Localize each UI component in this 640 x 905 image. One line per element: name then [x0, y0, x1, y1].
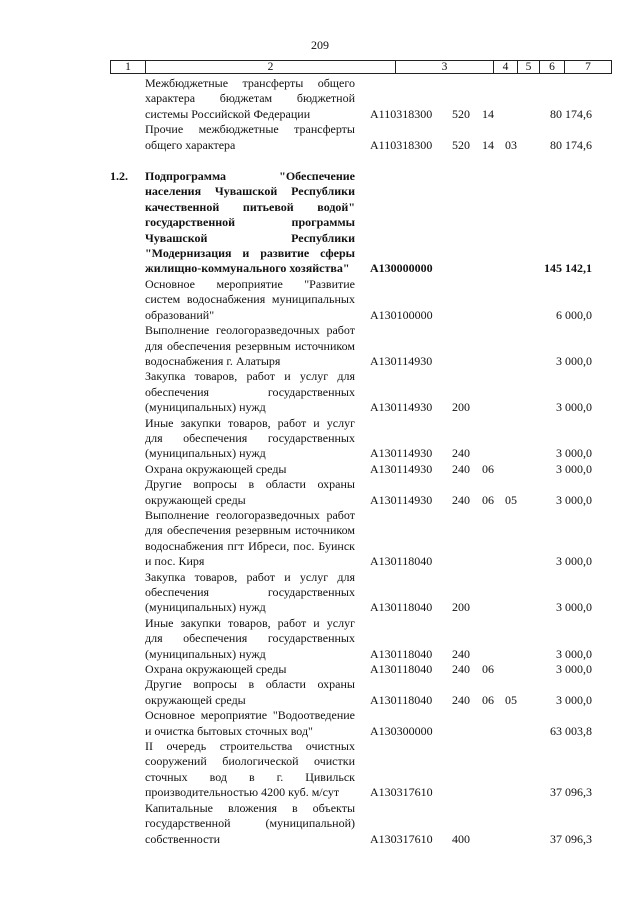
header-col-3: 3	[396, 61, 494, 73]
row-amount: 3 000,0	[556, 446, 592, 461]
table-row	[110, 369, 612, 415]
row-code: А130317610	[370, 831, 433, 846]
table-row	[110, 677, 612, 708]
table-row	[110, 508, 612, 570]
row-name: Иные закупки товаров, работ и услуг для обеспечения государственных (муниципальных) нужд	[145, 415, 355, 461]
row-amount: 3 000,0	[556, 600, 592, 615]
row-amount: 145 142,1	[544, 261, 592, 276]
row-code: А130118040	[370, 554, 433, 569]
table-row	[110, 739, 612, 801]
row-col-4: 240	[452, 662, 470, 677]
table-row	[110, 323, 612, 369]
row-name: II очередь строительства очистных сооружений биологической очистки сточных вод в г. Цивильск производительностью 4200 куб. м/сут	[145, 739, 355, 800]
row-col-4: 240	[452, 646, 470, 661]
table-header	[110, 60, 612, 74]
page-number: 209	[311, 38, 329, 52]
row-code: А130114930	[370, 461, 433, 476]
row-col-5: 14	[482, 106, 494, 121]
row-code: А130100000	[370, 307, 433, 322]
row-amount: 3 000,0	[556, 400, 592, 415]
row-col-6: 05	[505, 692, 517, 707]
row-code: А130317610	[370, 785, 433, 800]
row-code: А130000000	[370, 261, 433, 276]
row-col-4: 240	[452, 446, 470, 461]
row-name: Иные закупки товаров, работ и услуг для обеспечения государственных (муниципальных) нужд	[145, 615, 355, 661]
table-row	[110, 801, 612, 847]
row-name: Основное мероприятие "Водоотведение и очистка бытовых сточных вод"	[145, 708, 355, 738]
row-col-5: 14	[482, 137, 494, 152]
row-name: Другие вопросы в области охраны окружающей среды	[145, 477, 355, 507]
table-row	[110, 616, 612, 662]
row-name: Охрана окружающей среды	[145, 662, 287, 677]
row-amount: 3 000,0	[556, 461, 592, 476]
row-col-4: 240	[452, 692, 470, 707]
row-col-4: 240	[452, 492, 470, 507]
row-amount: 37 096,3	[550, 785, 592, 800]
row-name: Охрана окружающей среды	[145, 461, 287, 476]
row-code: А130118040	[370, 600, 433, 615]
row-amount: 80 174,6	[550, 137, 592, 152]
row-name: Прочие межбюджетные трансферты общего характера	[145, 122, 355, 152]
row-code: А110318300	[370, 137, 433, 152]
row-col-5: 06	[482, 662, 494, 677]
budget-table-body	[110, 76, 612, 847]
row-col-6: 05	[505, 492, 517, 507]
table-row	[110, 462, 612, 477]
row-amount: 80 174,6	[550, 106, 592, 121]
row-col-4: 400	[452, 831, 470, 846]
row-amount: 3 000,0	[556, 692, 592, 707]
table-row	[110, 169, 612, 277]
row-amount: 37 096,3	[550, 831, 592, 846]
row-col-4: 240	[452, 461, 470, 476]
row-name: Подпрограмма "Обеспечение населения Чувашской Республики качественной питьевой водой" государственной программы Чувашской Республики "Модернизация и развитие сферы жилищно-коммунального хозяйства"	[145, 169, 355, 276]
header-col-4: 4	[494, 61, 518, 73]
row-col-5: 06	[482, 492, 494, 507]
row-code: А130118040	[370, 646, 433, 661]
table-row	[110, 477, 612, 508]
table-row	[110, 122, 612, 153]
header-col-6: 6	[540, 61, 565, 73]
row-code: А130114930	[370, 400, 433, 415]
header-col-2: 2	[146, 61, 396, 73]
row-col-5: 06	[482, 692, 494, 707]
table-row	[110, 570, 612, 616]
row-amount: 3 000,0	[556, 646, 592, 661]
row-amount: 3 000,0	[556, 353, 592, 368]
row-amount: 3 000,0	[556, 492, 592, 507]
row-code: А130300000	[370, 723, 433, 738]
row-code: А110318300	[370, 106, 433, 121]
row-code: А130118040	[370, 692, 433, 707]
header-col-5: 5	[518, 61, 540, 73]
row-name: Закупка товаров, работ и услуг для обеспечения государственных (муниципальных) нужд	[145, 369, 355, 415]
row-name: Выполнение геологоразведочных работ для обеспечения резервным источником водоснабжения г. Алатыря	[145, 323, 355, 368]
row-name: Выполнение геологоразведочных работ для обеспечения резервным источником водоснабжения пгт Ибреси, пос. Буинск и пос. Киря	[145, 507, 355, 569]
row-amount: 3 000,0	[556, 662, 592, 677]
table-row	[110, 662, 612, 677]
row-col-4: 520	[452, 137, 470, 152]
row-code: А130114930	[370, 353, 433, 368]
table-row	[110, 708, 612, 739]
row-code: А130114930	[370, 446, 433, 461]
row-col-5: 06	[482, 461, 494, 476]
row-col-4: 200	[452, 400, 470, 415]
row-amount: 63 003,8	[550, 723, 592, 738]
row-col-4: 200	[452, 600, 470, 615]
row-name: Основное мероприятие "Развитие систем водоснабжения муниципальных образований"	[145, 276, 355, 322]
row-name: Межбюджетные трансферты общего характера бюджетам бюджетной системы Российской Федерации	[145, 76, 355, 121]
row-amount: 6 000,0	[556, 307, 592, 322]
row-amount: 3 000,0	[556, 554, 592, 569]
row-code: А130118040	[370, 662, 433, 677]
table-row	[110, 76, 612, 122]
header-col-7: 7	[585, 61, 591, 73]
row-number: 1.2.	[110, 169, 128, 184]
row-name: Другие вопросы в области охраны окружающей среды	[145, 677, 355, 707]
row-name: Закупка товаров, работ и услуг для обеспечения государственных (муниципальных) нужд	[145, 569, 355, 615]
table-row	[110, 416, 612, 462]
row-col-4: 520	[452, 106, 470, 121]
row-code: А130114930	[370, 492, 433, 507]
header-col-1: 1	[111, 61, 146, 73]
row-col-6: 03	[505, 137, 517, 152]
table-row	[110, 277, 612, 323]
row-name: Капитальные вложения в объекты государственной (муниципальной) собственности	[145, 800, 355, 846]
